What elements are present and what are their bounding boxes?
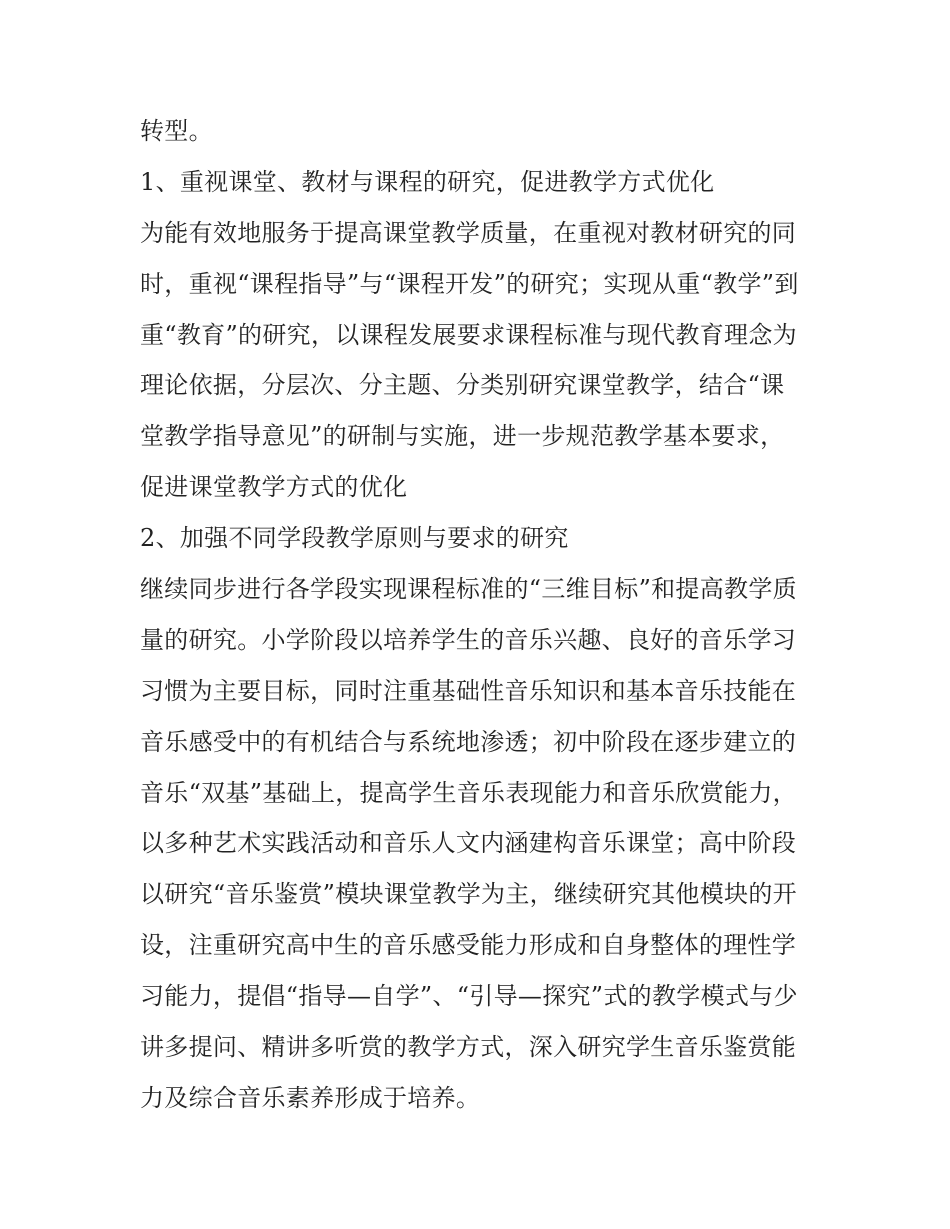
text-line: 重“教育”的研究，以课程发展要求课程标准与现代教育理念为 <box>140 320 797 349</box>
text-line: 讲多提问、精讲多听赏的教学方式，深入研究学生音乐鉴赏能 <box>140 1033 797 1062</box>
text-line: 量的研究。小学阶段以培养学生的音乐兴趣、良好的音乐学习 <box>140 625 797 654</box>
text-line: 音乐感受中的有机结合与系统地渗透；初中阶段在逐步建立的 <box>140 727 797 756</box>
text-line: 理论依据，分层次、分主题、分类别研究课堂教学，结合“课 <box>140 371 785 400</box>
text-line: 继续同步进行各学段实现课程标准的“三维目标”和提高教学质 <box>140 575 797 604</box>
text-line: 音乐“双基”基础上，提高学生音乐表现能力和音乐欣赏能力， <box>140 778 797 807</box>
text-line: 习惯为主要目标，同时注重基础性音乐知识和基本音乐技能在 <box>140 676 797 705</box>
section-heading-2: 2、加强不同学段教学原则与要求的研究 <box>140 524 569 553</box>
text-line: 以多种艺术实践活动和音乐人文内涵建构音乐课堂；高中阶段 <box>140 829 797 858</box>
text-line: 促进课堂教学方式的优化 <box>140 473 408 502</box>
text-line: 时，重视“课程指导”与“课程开发”的研究；实现从重“教学”到 <box>140 269 799 298</box>
text-line: 转型。 <box>140 117 213 145</box>
text-line: 以研究“音乐鉴赏”模块课堂教学为主，继续研究其他模块的开 <box>140 880 797 909</box>
body-text <box>140 106 830 1124</box>
text-line: 设，注重研究高中生的音乐感受能力形成和自身整体的理性学 <box>140 931 797 960</box>
text-line: 为能有效地服务于提高课堂教学质量，在重视对教材研究的同 <box>140 218 797 247</box>
text-line: 习能力，提倡“指导—自学”、“引导—探究”式的教学模式与少 <box>140 982 798 1011</box>
text-line: 堂教学指导意见”的研制与实施，进一步规范教学基本要求， <box>140 422 785 451</box>
section-heading-1: 1、重视课堂、教材与课程的研究，促进教学方式优化 <box>140 167 715 196</box>
text-line: 力及综合音乐素养形成于培养。 <box>140 1083 481 1112</box>
